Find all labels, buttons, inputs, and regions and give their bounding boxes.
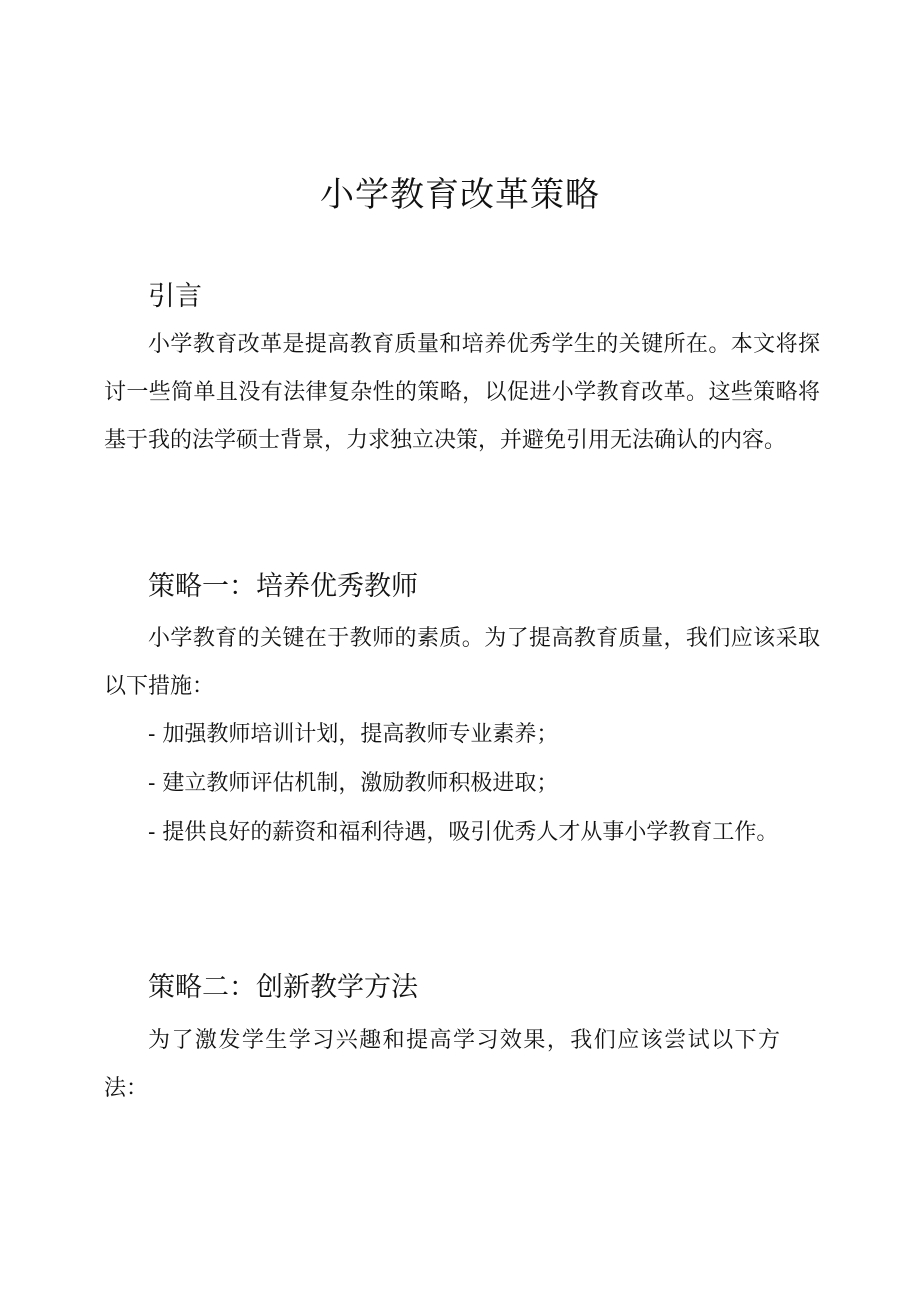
intro-paragraph: 小学教育改革是提高教育质量和培养优秀学生的关键所在。本文将探讨一些简单且没有法律复杂性的策略，以促进小学教育改革。这些策略将基于我的法学硕士背景，力求独立决策，并避免引用无法确认的内容。 bbox=[104, 332, 820, 453]
strategy-1-paragraph: 小学教育的关键在于教师的素质。为了提高教育质量，我们应该采取以下措施： bbox=[104, 626, 820, 699]
section-heading-intro: 引言 bbox=[148, 281, 202, 312]
list-item: - 加强教师培训计划，提高教师专业素养； bbox=[148, 722, 559, 747]
list-item: - 建立教师评估机制，激励教师积极进取； bbox=[148, 771, 559, 796]
strategy-2-paragraph: 为了激发学生学习兴趣和提高学习效果，我们应该尝试以下方法： bbox=[104, 1028, 780, 1101]
section-heading-strategy-1: 策略一：培养优秀教师 bbox=[148, 571, 418, 602]
list-item: - 提供良好的薪资和福利待遇，吸引优秀人才从事小学教育工作。 bbox=[148, 820, 779, 845]
section-heading-strategy-2: 策略二：创新教学方法 bbox=[148, 972, 418, 1003]
document-title: 小学教育改革策略 bbox=[320, 175, 600, 215]
